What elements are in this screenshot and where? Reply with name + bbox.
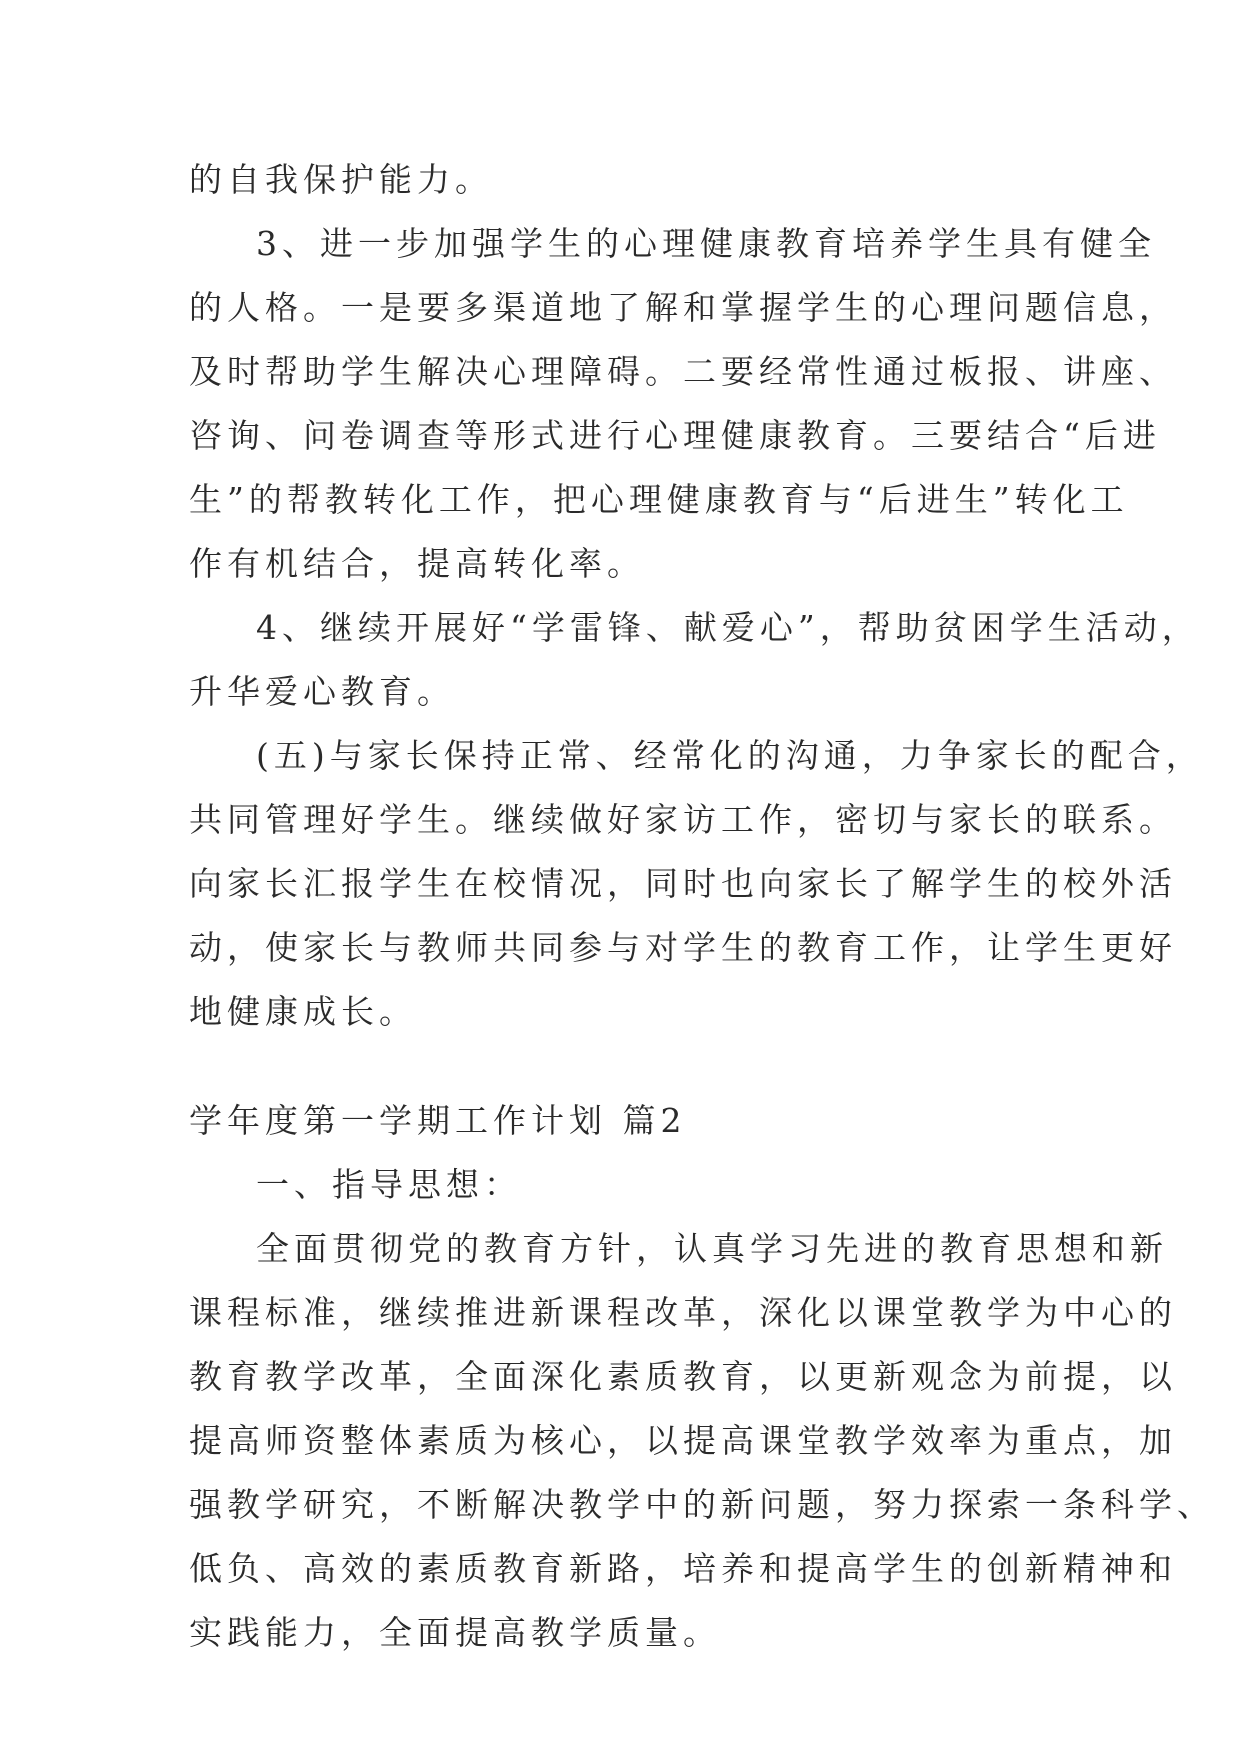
text-line: 升华爱心教育。 bbox=[189, 672, 455, 711]
text-line: 提高师资整体素质为核心，以提高课堂教学效率为重点，加 bbox=[189, 1421, 1177, 1460]
text-line: 咨询、问卷调查等形式进行心理健康教育。三要结合“后进 bbox=[189, 416, 1161, 455]
text-line: 生”的帮教转化工作，把心理健康教育与“后进生”转化工 bbox=[189, 480, 1129, 519]
subheading: 一、指导思想： bbox=[256, 1165, 522, 1204]
text-line: 低负、高效的素质教育新路，培养和提高学生的创新精神和 bbox=[189, 1549, 1177, 1588]
text-line: (五)与家长保持正常、经常化的沟通，力争家长的配合， bbox=[256, 736, 1204, 775]
text-line: 课程标准，继续推进新课程改革，深化以课堂教学为中心的 bbox=[189, 1293, 1177, 1332]
text-line: 作有机结合，提高转化率。 bbox=[189, 544, 645, 583]
text-line: 及时帮助学生解决心理障碍。二要经常性通过板报、讲座、 bbox=[189, 352, 1177, 391]
text-line: 强教学研究，不断解决教学中的新问题，努力探索一条科学、 bbox=[189, 1485, 1215, 1524]
text-line: 地健康成长。 bbox=[189, 992, 417, 1031]
text-line: 共同管理好学生。继续做好家访工作，密切与家长的联系。 bbox=[189, 800, 1177, 839]
text-line: 的自我保护能力。 bbox=[189, 160, 493, 199]
text-line: 3、进一步加强学生的心理健康教育培养学生具有健全 bbox=[256, 224, 1156, 263]
text-line: 教育教学改革，全面深化素质教育，以更新观念为前提，以 bbox=[189, 1357, 1177, 1396]
text-line: 动，使家长与教师共同参与对学生的教育工作，让学生更好 bbox=[189, 928, 1177, 967]
text-line: 的人格。一是要多渠道地了解和掌握学生的心理问题信息， bbox=[189, 288, 1177, 327]
section-heading: 学年度第一学期工作计划 篇2 bbox=[189, 1101, 687, 1140]
text-line: 4、继续开展好“学雷锋、献爱心”，帮助贫困学生活动， bbox=[256, 608, 1200, 647]
text-line: 向家长汇报学生在校情况，同时也向家长了解学生的校外活 bbox=[189, 864, 1177, 903]
text-line: 全面贯彻党的教育方针，认真学习先进的教育思想和新 bbox=[256, 1229, 1168, 1268]
text-line: 实践能力，全面提高教学质量。 bbox=[189, 1613, 721, 1652]
